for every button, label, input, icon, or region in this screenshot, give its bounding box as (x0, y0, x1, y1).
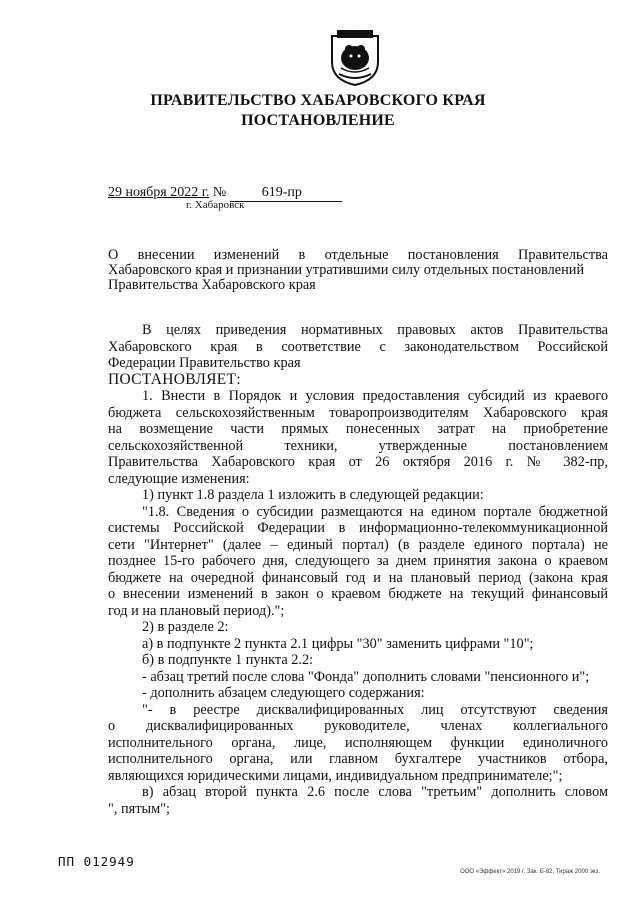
quote-line: о внесении изменений в закон о краевом бюджете на текущий финансовый (108, 586, 608, 602)
paragraph-line: исполнительного органа, или главном бухгалтере участников отбора, (108, 751, 608, 767)
intro-line: Федерации Правительство края (108, 355, 301, 371)
subitem: 1) пункт 1.8 раздела 1 изложить в следующей редакции: (142, 487, 484, 503)
subitem: - дополнить абзацем следующего содержания: (142, 685, 425, 701)
quote-line: системы Российской Федерации в информационно-телекоммуникационной (108, 520, 608, 536)
subitem: б) в подпункте 1 пункта 2.2: (142, 652, 314, 668)
document-body (108, 322, 608, 817)
city-label: г. Хабаровск (186, 199, 245, 211)
paragraph-line: ", пятым"; (108, 800, 170, 817)
subject-line: Хабаровского края и признании утратившими силу отдельных постановлений (108, 262, 585, 278)
paragraph-line: о дисквалифицированных руководителе, членах коллегиального (108, 718, 608, 734)
quote-line: "1.8. Сведения о субсидии размещаются на едином портале бюджетной (142, 503, 608, 520)
paragraph-line: бюджета сельскохозяйственным товаропроизводителям Хабаровского края (108, 404, 608, 421)
document-type: ПОСТАНОВЛЕНИЕ (241, 112, 395, 129)
paragraph-line: являющихся юридическими лицами, индивидуальном предпринимателе;"; (108, 767, 563, 784)
paragraph-line: в) абзац второй пункта 2.6 после слова "третьим" дополнить словом (142, 784, 608, 800)
printer-info: ООО «Эффект» 2019 г. Зак. Б-82. Тираж 2000 экз. (460, 869, 600, 875)
subject-line: Правительства Хабаровского края (108, 277, 316, 293)
page-code: ПП 012949 (58, 854, 135, 869)
quote-line: сети "Интернет" (далее – единый портал) (в разделе единого портала) не (108, 536, 608, 553)
paragraph-line: "- в реестре дисквалифицированных лиц отсутствуют сведения (142, 701, 608, 718)
number-sign: № (212, 185, 227, 200)
subject-line: О внесении изменений в отдельные постановления Правительства (108, 247, 608, 263)
subitem: 2) в разделе 2: (142, 619, 229, 635)
document-subject (108, 248, 608, 293)
intro-line: Хабаровского края в соответствие с законодательством Российской (108, 338, 608, 355)
quote-line: позднее 15-го рабочего дня, следующего за днем принятия закона о краевом (108, 553, 608, 569)
intro-line: В целях приведения нормативных правовых актов Правительства (142, 322, 608, 338)
paragraph-line: сельскохозяйственной техники, утвержденные постановлением (108, 437, 608, 454)
document-date: 29 ноября 2022 г. (108, 185, 210, 200)
paragraph-line: исполнительного органа, лице, исполняющем функции единоличного (108, 734, 608, 751)
resolves-heading: ПОСТАНОВЛЯЕТ: (108, 370, 241, 388)
paragraph-line: 1. Внести в Порядок и условия предоставления субсидий из краевого (142, 388, 608, 404)
subitem: - абзац третий после слова "Фонда" дополнить словами "пенсионного и"; (142, 668, 590, 685)
government-title: ПРАВИТЕЛЬСТВО ХАБАРОВСКОГО КРАЯ (150, 92, 486, 109)
document-number: 619-пр (230, 185, 342, 202)
quote-line: бюджете на очередной финансовый год и на плановый период (закона края (108, 569, 608, 586)
quote-line: год и на плановый период)."; (108, 602, 285, 619)
paragraph-line: следующие изменения: (108, 470, 250, 487)
paragraph-line: Правительства Хабаровского края от 26 октября 2016 г. № 382-пр, (108, 454, 608, 470)
coat-of-arms-emblem (329, 30, 381, 86)
paragraph-line: на возмещение части прямых понесенных затрат на приобретение (108, 421, 608, 437)
subitem: а) в подпункте 2 пункта 2.1 цифры "30" заменить цифрами "10"; (142, 635, 534, 652)
